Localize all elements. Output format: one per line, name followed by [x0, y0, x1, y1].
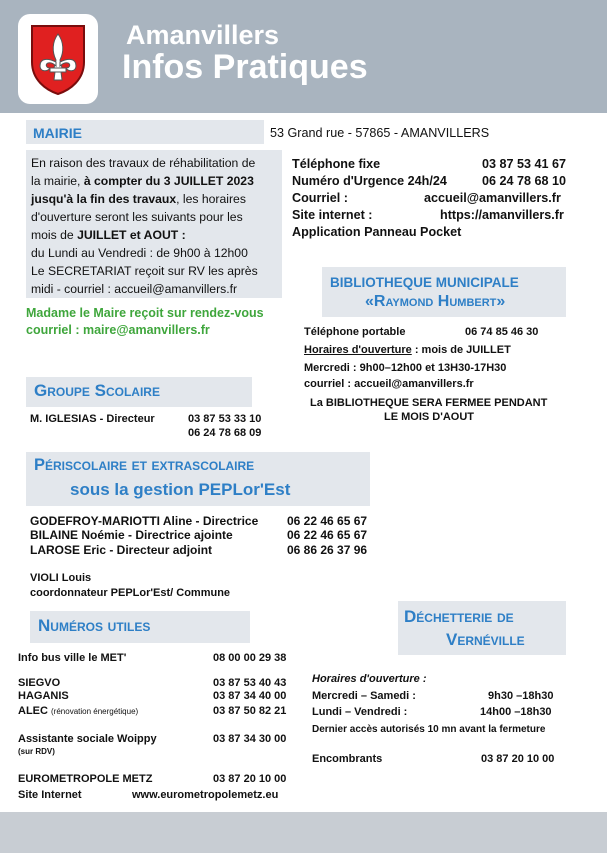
assist-value: 03 87 34 30 00 — [213, 733, 287, 745]
crest-frame — [18, 14, 98, 104]
scolaire-phone2: 06 24 78 68 09 — [188, 427, 262, 439]
biblio-closed-line1: La BIBLIOTHEQUE SERA FERMEE PENDANT — [310, 397, 548, 409]
mairie-address: 53 Grand rue - 57865 - AMANVILLERS — [270, 126, 490, 140]
urgence-value: 06 24 78 68 10 — [482, 174, 567, 188]
notice-line: Le SECRETARIAT reçoit sur RV les après — [31, 264, 258, 278]
email-label: Courriel : — [292, 191, 348, 205]
dechetterie-heading — [398, 601, 566, 655]
alec-label: ALEC (rénovation énergétique) — [18, 705, 139, 717]
alec-value: 03 87 50 82 21 — [213, 705, 287, 717]
dech-row1-label: Mercredi – Samedi : — [312, 690, 416, 702]
dech-row2-label: Lundi – Vendredi : — [312, 706, 408, 718]
scolaire-director: M. IGLESIAS - Directeur — [30, 413, 155, 425]
bus-value: 08 00 00 29 38 — [213, 652, 287, 664]
phone-label: Téléphone fixe — [292, 157, 381, 171]
siegvo-label: SIEGVO — [18, 677, 61, 689]
peri-phone-1: 06 22 46 65 67 — [287, 514, 368, 528]
euro-value: 03 87 20 10 00 — [213, 773, 287, 785]
bibliotheque-title1: BIBLIOTHEQUE MUNICIPALE — [330, 275, 519, 290]
assist-label: Assistante sociale Woippy — [18, 733, 157, 745]
title-line2: Infos Pratiques — [122, 48, 368, 86]
page-header — [0, 0, 607, 113]
periscolaire-heading — [26, 452, 370, 506]
bibliotheque-heading — [322, 267, 566, 317]
peri-person-1: GODEFROY-MARIOTTI Aline - Directrice — [30, 514, 259, 528]
peri-person-2: BILAINE Noémie - Directrice ajointe — [30, 528, 233, 542]
notice-line: d'ouverture seront les suivants pour les — [31, 210, 243, 224]
dech-row2-value: 14h00 –18h30 — [480, 706, 552, 718]
notice-line: jusqu'à la fin des travaux, les horaires — [31, 192, 246, 206]
site-link[interactable]: https://amanvillers.fr — [440, 208, 564, 222]
dechetterie-title1: Déchetterie de — [404, 607, 514, 626]
biblio-phone-label: Téléphone portable — [304, 326, 406, 338]
peri-phone-2: 06 22 46 65 67 — [287, 528, 368, 542]
notice-line: la mairie, à compter du 3 JUILLET 2023 — [31, 174, 254, 188]
scolaire-heading: Groupe Scolaire — [26, 377, 252, 407]
app-panneau-pocket: Application Panneau Pocket — [292, 225, 462, 239]
maire-appointment: Madame le Maire reçoit sur rendez-vous — [26, 306, 264, 320]
page-footer — [0, 812, 607, 853]
notice-line: En raison des travaux de réhabilitation de — [31, 156, 256, 170]
biblio-hours-detail: Mercredi : 9h00–12h00 et 13H30-17H30 — [304, 362, 507, 374]
siegvo-value: 03 87 53 40 43 — [213, 677, 287, 689]
dech-last-access: Dernier accès autorisés 10 mn avant la fermeture — [312, 724, 546, 735]
biblio-phone-value: 06 74 85 46 30 — [465, 326, 539, 338]
peri-phone-3: 06 86 26 37 96 — [287, 543, 368, 557]
haganis-label: HAGANIS — [18, 690, 69, 702]
notice-line: mois de JUILLET et AOUT : — [31, 228, 186, 242]
bus-label: Info bus ville le MET' — [18, 652, 127, 664]
dech-hours-label: Horaires d'ouverture : — [312, 673, 427, 685]
euro-site-link[interactable]: www.eurometropolemetz.eu — [132, 789, 279, 801]
encombrants-label: Encombrants — [312, 753, 383, 765]
haganis-value: 03 87 34 40 00 — [213, 690, 287, 702]
bibliotheque-title2: «Raymond Humbert» — [365, 293, 506, 310]
euro-label: EUROMETROPOLE METZ — [18, 773, 153, 785]
scolaire-phone1: 03 87 53 33 10 — [188, 413, 262, 425]
euro-site-label: Site Internet — [18, 789, 82, 801]
peri-coordinator-name: VIOLI Louis — [30, 572, 92, 584]
fleur-de-lis-crest-icon — [28, 22, 88, 96]
urgence-label: Numéro d'Urgence 24h/24 — [292, 174, 447, 188]
biblio-hours: Horaires d'ouverture : mois de JUILLET — [304, 344, 511, 356]
numeros-heading: Numéros utiles — [30, 611, 250, 643]
mairie-notice-box — [26, 150, 282, 298]
mairie-heading: MAIRIE — [26, 120, 264, 144]
biblio-email: courriel : accueil@amanvillers.fr — [304, 378, 474, 390]
assist-note: (sur RDV) — [18, 747, 55, 756]
phone-value: 03 87 53 41 67 — [482, 157, 567, 171]
site-label: Site internet : — [292, 208, 373, 222]
maire-email: courriel : maire@amanvillers.fr — [26, 323, 210, 337]
dech-row1-value: 9h30 –18h30 — [488, 690, 554, 702]
periscolaire-title1: Périscolaire et extrascolaire — [34, 456, 255, 474]
notice-line: midi - courriel : accueil@amanvillers.fr — [31, 282, 238, 296]
dechetterie-title2: Vernéville — [446, 630, 525, 649]
title-line1: Amanvillers — [126, 20, 280, 50]
notice-line: du Lundi au Vendredi : de 9h00 à 12h00 — [31, 246, 248, 260]
periscolaire-title2: sous la gestion PEPLor'Est — [70, 480, 291, 499]
encombrants-value: 03 87 20 10 00 — [481, 753, 555, 765]
peri-coordinator-role: coordonnateur PEPLor'Est/ Commune — [30, 587, 231, 599]
peri-person-3: LAROSE Eric - Directeur adjoint — [30, 543, 213, 557]
email-value[interactable]: accueil@amanvillers.fr — [424, 191, 561, 205]
biblio-closed-line2: LE MOIS D'AOUT — [384, 411, 475, 423]
